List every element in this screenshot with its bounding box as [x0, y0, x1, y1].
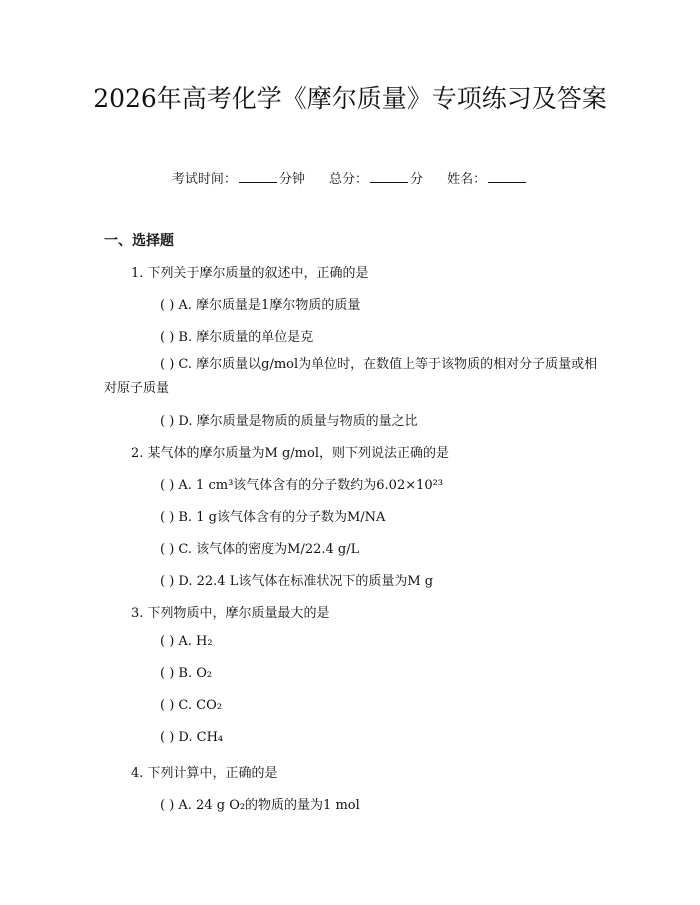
option-item: ( ) D. 22.4 L该气体在标准状况下的质量为M g [160, 574, 434, 589]
option-item: ( ) C. CO₂ [160, 698, 222, 713]
blank-line[interactable] [239, 170, 277, 183]
question-stem: 2. 某气体的摩尔质量为M g/mol，则下列说法正确的是 [131, 446, 449, 461]
blank-line[interactable] [488, 170, 526, 183]
option-item: ( ) A. 摩尔质量是1摩尔物质的质量 [160, 298, 361, 313]
question-stem: 3. 下列物质中，摩尔质量最大的是 [131, 606, 330, 621]
option-item: ( ) A. H₂ [160, 634, 213, 649]
exam-time: 考试时间： 分钟 [171, 172, 305, 187]
exam-meta [0, 168, 700, 187]
option-item: ( ) C. 该气体的密度为M/22.4 g/L [160, 542, 360, 557]
blank-line[interactable] [370, 170, 408, 183]
student-name: 姓名： [447, 172, 528, 187]
page-title: 2026年高考化学《摩尔质量》专项练习及答案 [93, 84, 607, 113]
question-stem: 4. 下列计算中，正确的是 [131, 766, 278, 781]
section-heading: 一、选择题 [104, 233, 174, 249]
option-item: ( ) B. 摩尔质量的单位是克 [160, 330, 314, 345]
option-item: ( ) B. O₂ [160, 666, 213, 681]
total-score: 总分： 分 [328, 172, 424, 187]
option-item: ( ) A. 1 cm³该气体含有的分子数约为6.02×10²³ [160, 478, 444, 493]
option-item: ( ) D. CH₄ [160, 730, 224, 745]
option-item: ( ) D. 摩尔质量是物质的质量与物质的量之比 [160, 414, 418, 429]
option-item: ( ) B. 1 g该气体含有的分子数为M/NA [160, 510, 386, 525]
option-item: ( ) A. 24 g O₂的物质的量为1 mol [160, 798, 360, 813]
question-stem: 1. 下列关于摩尔质量的叙述中，正确的是 [131, 266, 369, 281]
option-item: ( ) C. 摩尔质量以g/mol为单位时，在数值上等于该物质的相对分子质量或相对原子质量 [104, 357, 598, 396]
